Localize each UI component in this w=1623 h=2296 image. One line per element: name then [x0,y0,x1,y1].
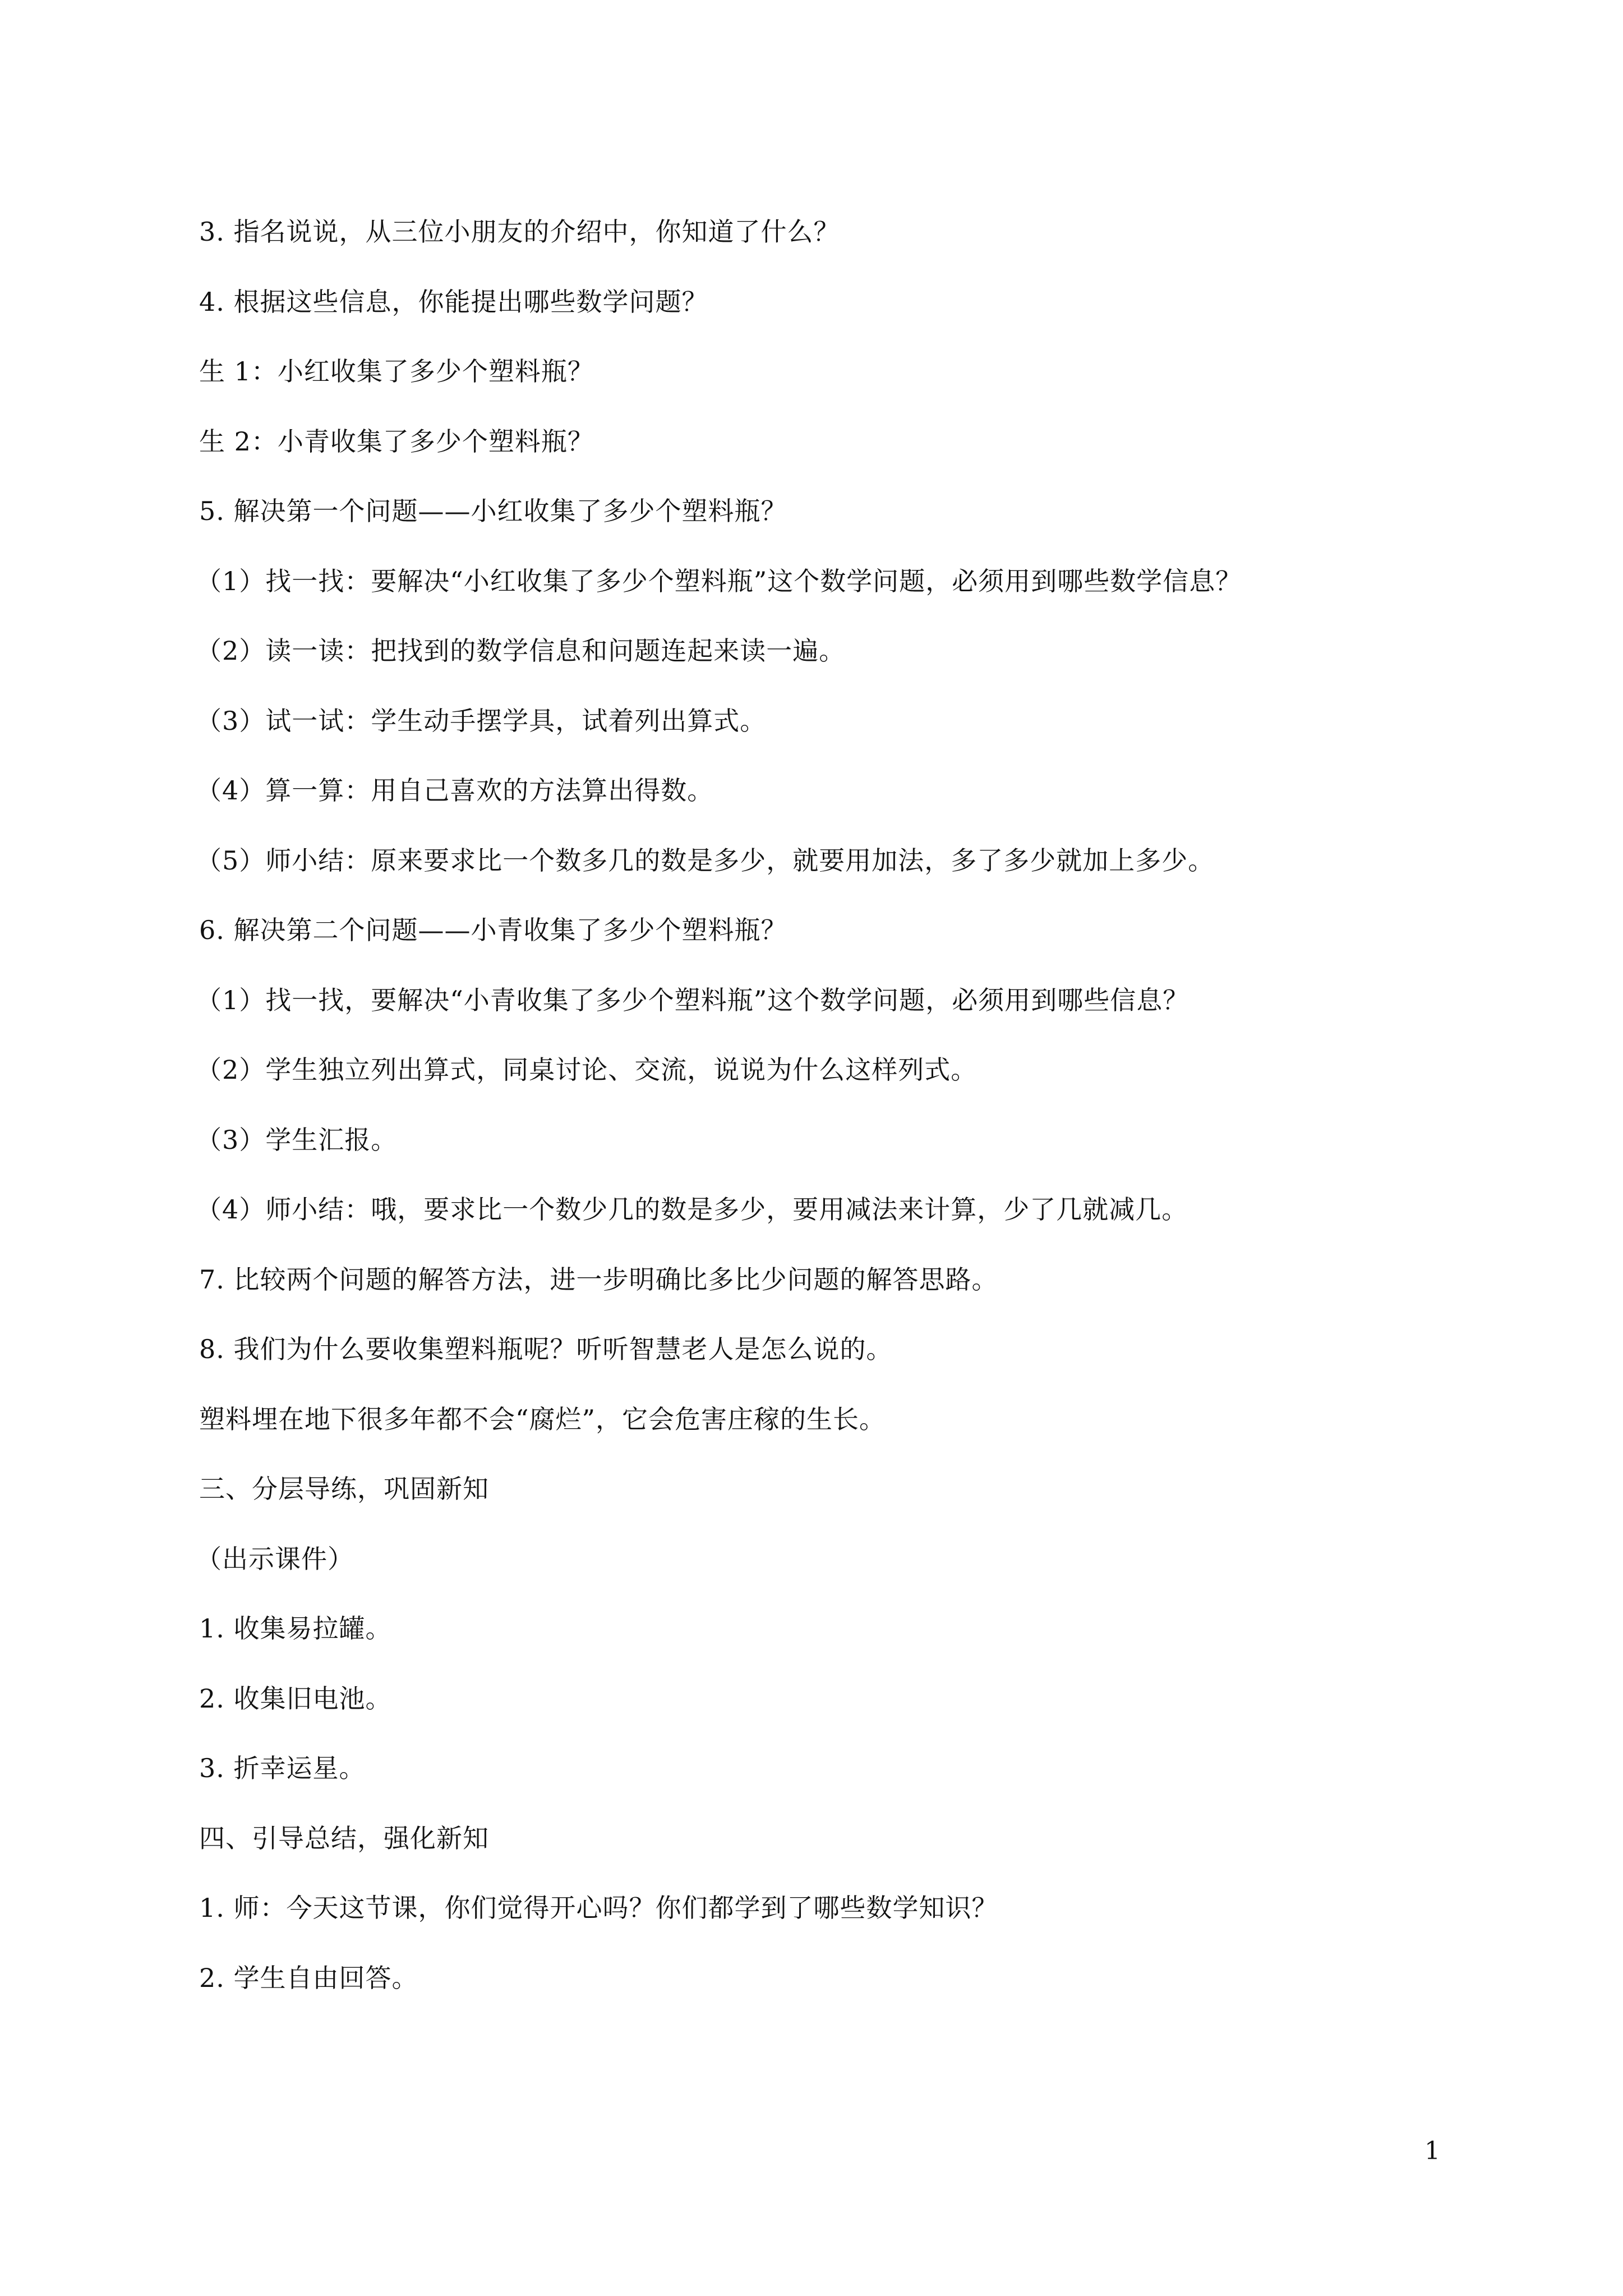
document-body [196,206,1433,2022]
text-line: 2. 学生自由回答。 [199,1962,418,1993]
text-line: 塑料埋在地下很多年都不会“腐烂”，它会危害庄稼的生长。 [199,1404,886,1434]
text-line: 8. 我们为什么要收集塑料瓶呢？听听智慧老人是怎么说的。 [199,1334,893,1364]
section-heading: 三、分层导练，巩固新知 [199,1474,489,1504]
text-line: 5. 解决第一个问题——小红收集了多少个塑料瓶？ [199,496,787,526]
text-line: 1. 师：今天这节课，你们觉得开心吗？你们都学到了哪些数学知识？ [199,1893,998,1923]
text-line: 3. 指名说说，从三位小朋友的介绍中，你知道了什么？ [199,217,840,247]
page-number: 1 [1424,2137,1440,2165]
section-heading: 四、引导总结，强化新知 [199,1823,489,1853]
text-line: 3. 折幸运星。 [199,1753,366,1783]
text-line: （出示课件） [196,1543,354,1574]
text-line: （4）师小结：哦，要求比一个数少几的数是多少，要用减法来计算，少了几就减几。 [196,1194,1188,1225]
text-line: （1）找一找，要解决“小青收集了多少个塑料瓶”这个数学问题，必须用到哪些信息？ [196,984,1189,1015]
text-line: 6. 解决第二个问题——小青收集了多少个塑料瓶？ [199,915,787,945]
text-line: 4. 根据这些信息，你能提出哪些数学问题？ [199,286,708,317]
text-line: 7. 比较两个问题的解答方法，进一步明确比多比少问题的解答思路。 [199,1264,998,1295]
text-line: 生 1：小红收集了多少个塑料瓶？ [199,356,594,386]
text-line: 2. 收集旧电池。 [199,1683,392,1714]
text-line: 1. 收集易拉罐。 [199,1613,392,1644]
text-line: （4）算一算：用自己喜欢的方法算出得数。 [196,775,714,806]
text-line: （5）师小结：原来要求比一个数多几的数是多少，就要用加法，多了多少就加上多少。 [196,845,1215,876]
text-line: （3）试一试：学生动手摆学具，试着列出算式。 [196,705,767,736]
text-line: （1）找一找：要解决“小红收集了多少个塑料瓶”这个数学问题，必须用到哪些数学信息？ [196,565,1242,596]
text-line: （2）读一读：把找到的数学信息和问题连起来读一遍。 [196,636,846,666]
text-line: （2）学生独立列出算式，同桌讨论、交流，说说为什么这样列式。 [196,1055,978,1085]
text-line: （3）学生汇报。 [196,1124,398,1155]
text-line: 生 2：小青收集了多少个塑料瓶？ [199,426,594,457]
